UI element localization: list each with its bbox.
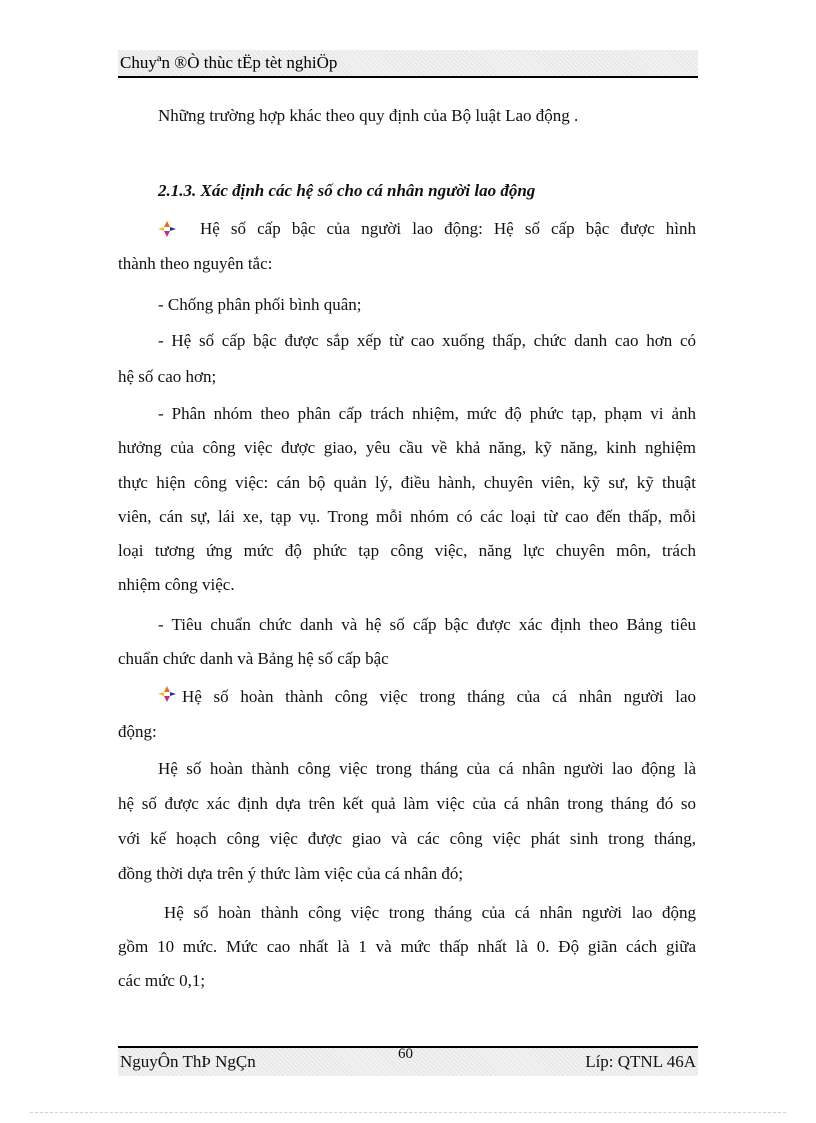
- page-header: [118, 50, 698, 78]
- paragraph-line: Hệ số hoàn thành công việc trong tháng của cá nhân người lao động là: [158, 759, 696, 778]
- section-heading: 2.1.3. Xác định các hệ số cho cá nhân người lao động: [158, 181, 536, 200]
- paragraph-line: loại tương ứng mức độ phức tạp công việc, năng lực chuyên môn, trách: [118, 541, 696, 560]
- paragraph-line: thành theo nguyên tắc:: [118, 254, 273, 273]
- page-footer: [118, 1046, 698, 1076]
- paragraph-line: đồng thời dựa trên ý thức làm việc của cá nhân đó;: [118, 864, 464, 883]
- paragraph-line: động:: [118, 722, 157, 741]
- header-title: Chuyªn ®Ò thùc tËp tèt nghiÖp: [120, 53, 338, 72]
- paragraph-line: hệ số cao hơn;: [118, 367, 217, 386]
- paragraph-line: Hệ số hoàn thành công việc trong tháng của cá nhân người lao: [182, 687, 696, 706]
- footer-author: NguyÔn ThÞ NgÇn: [120, 1052, 256, 1071]
- paragraph-line: các mức 0,1;: [118, 971, 206, 990]
- paragraph-line: nhiệm công việc.: [118, 575, 235, 594]
- page-bottom-divider: [30, 1112, 786, 1113]
- paragraph-line: thực hiện công việc: cán bộ quản lý, điều hành, chuyên viên, kỹ sư, kỹ thuật: [118, 473, 696, 492]
- list-item: - Chống phân phối bình quân;: [158, 295, 362, 314]
- paragraph-line: Hệ số cấp bậc của người lao động: Hệ số cấp bậc được hình: [200, 219, 696, 238]
- paragraph-line: viên, cán sự, lái xe, tạp vụ. Trong mỗi nhóm có các loại từ cao đến thấp, mỗi: [118, 507, 696, 526]
- bullet-arrow-icon: [158, 686, 176, 702]
- page-number: 60: [398, 1046, 413, 1062]
- list-item: - Phân nhóm theo phân cấp trách nhiệm, mức độ phức tạp, phạm vi ảnh: [158, 404, 696, 423]
- bullet-arrow-icon: [158, 221, 176, 237]
- paragraph-line: hệ số được xác định dựa trên kết quả làm việc của cá nhân trong tháng đó so: [118, 794, 696, 813]
- list-item: - Tiêu chuẩn chức danh và hệ số cấp bậc được xác định theo Bảng tiêu: [158, 615, 696, 634]
- paragraph-line: với kế hoạch công việc được giao và các công việc phát sinh trong tháng,: [118, 829, 696, 848]
- footer-class: Líp: QTNL 46A: [585, 1052, 696, 1071]
- paragraph-line: chuẩn chức danh và Bảng hệ số cấp bậc: [118, 649, 389, 668]
- paragraph-line: Những trường hợp khác theo quy định của Bộ luật Lao động .: [158, 106, 579, 125]
- paragraph-line: gồm 10 mức. Mức cao nhất là 1 và mức thấp nhất là 0. Độ giãn cách giữa: [118, 937, 696, 956]
- list-item: - Hệ số cấp bậc được sắp xếp từ cao xuống thấp, chức danh cao hơn có: [158, 331, 696, 350]
- paragraph-line: hưởng của công việc được giao, yêu cầu về khả năng, kỹ năng, kinh nghiệm: [118, 438, 696, 457]
- paragraph-line: Hệ số hoàn thành công việc trong tháng của cá nhân người lao động: [164, 903, 696, 922]
